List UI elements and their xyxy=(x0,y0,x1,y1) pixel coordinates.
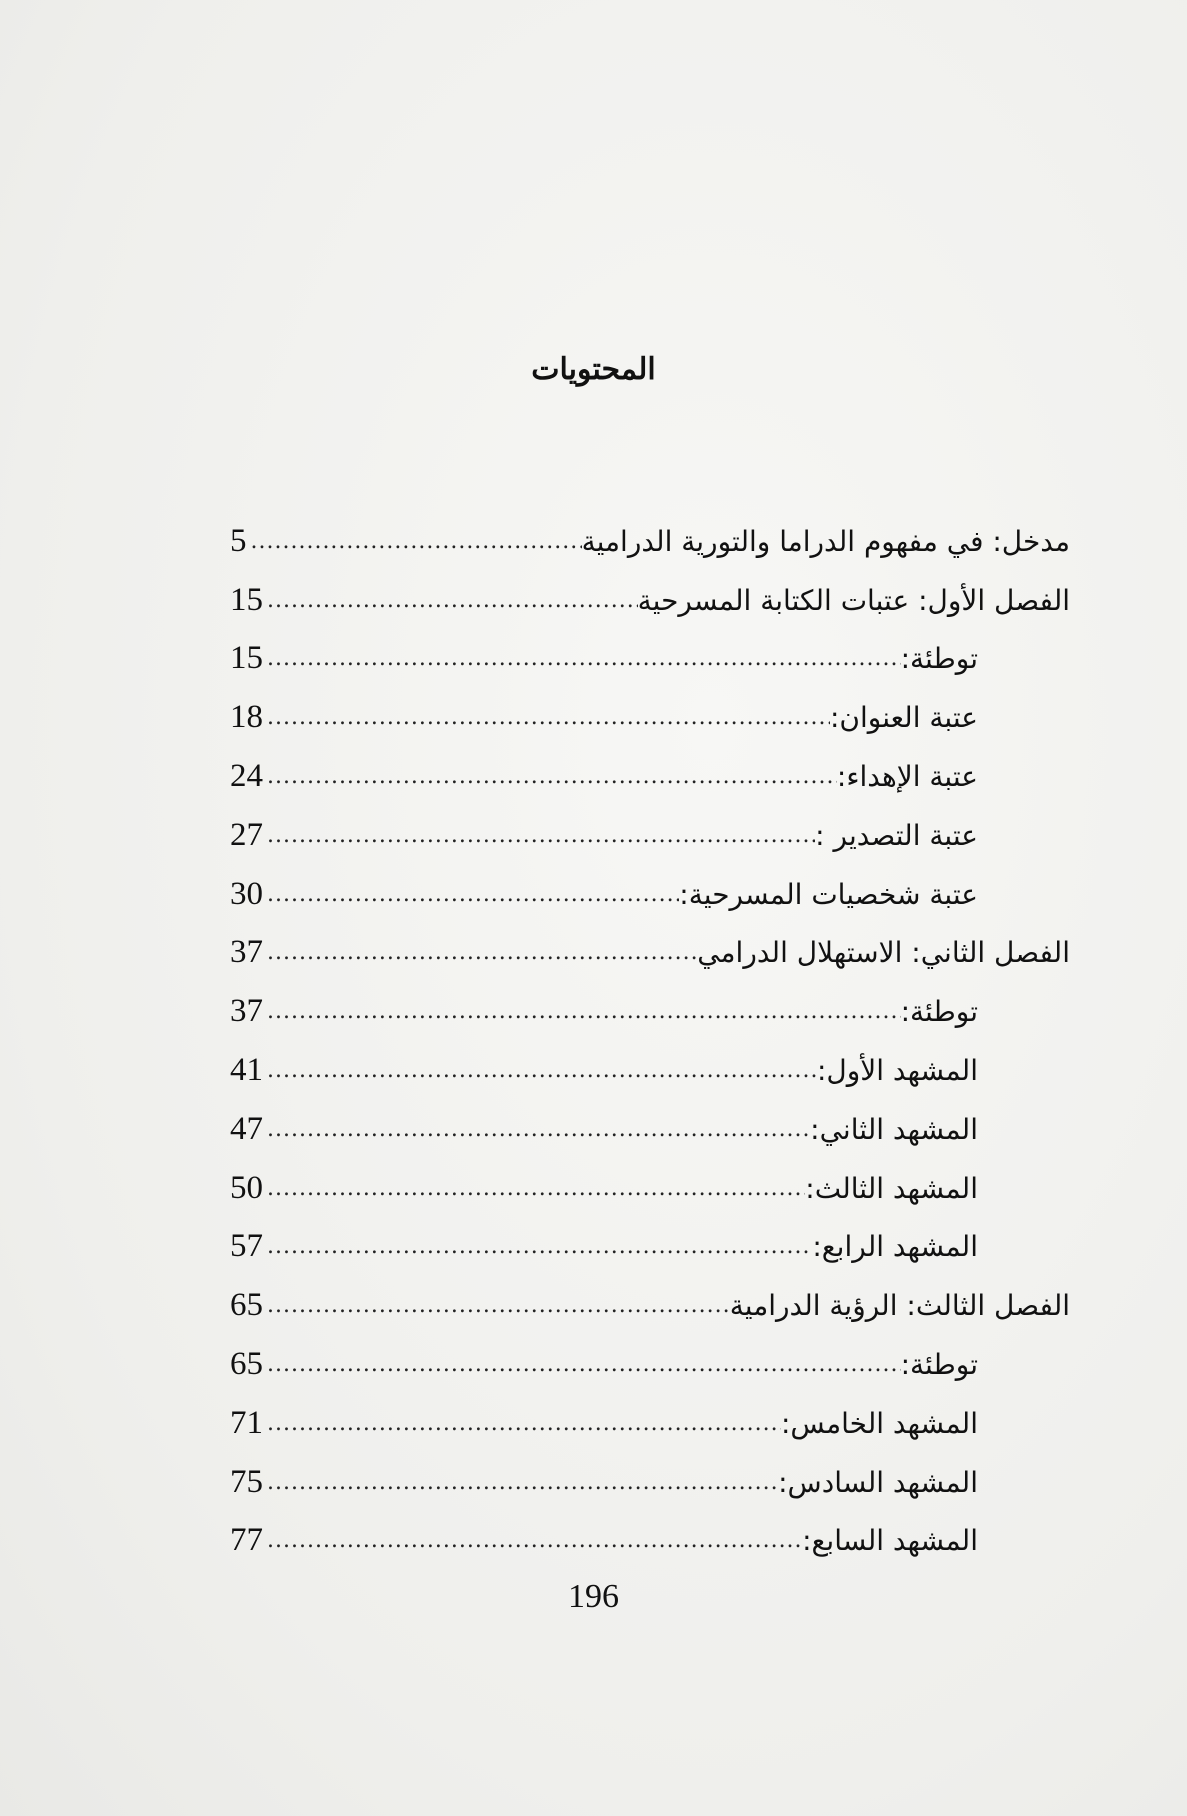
dot-leader xyxy=(263,1528,802,1553)
toc-entry xyxy=(230,924,1070,983)
dot-leader xyxy=(263,764,837,789)
toc-entry-page: 15 xyxy=(230,640,263,677)
toc-entry-page: 57 xyxy=(230,1228,263,1265)
toc-entry-page: 41 xyxy=(230,1052,263,1089)
toc-entry xyxy=(230,1159,1070,1218)
toc-entry-page: 47 xyxy=(230,1110,263,1147)
dot-leader xyxy=(263,1352,901,1377)
dot-leader xyxy=(263,1234,812,1259)
toc-entry xyxy=(230,1041,1070,1100)
toc-entry xyxy=(230,1453,1070,1512)
dot-leader xyxy=(247,529,582,554)
toc-entry xyxy=(230,512,1070,571)
toc-entry-label: المشهد الثالث: xyxy=(805,1171,978,1205)
page-number: 196 xyxy=(568,1578,619,1615)
toc-entry xyxy=(230,806,1070,865)
table-of-contents xyxy=(230,512,1070,1570)
toc-entry-page: 50 xyxy=(230,1169,263,1206)
toc-entry-label: توطئة: xyxy=(900,995,978,1029)
toc-entry xyxy=(230,1512,1070,1571)
dot-leader xyxy=(263,1411,781,1436)
toc-entry xyxy=(230,1100,1070,1159)
toc-entry-label: المشهد الثاني: xyxy=(810,1112,978,1146)
toc-entry xyxy=(230,1335,1070,1394)
toc-entry-label: عتبة الإهداء: xyxy=(836,760,978,794)
toc-entry xyxy=(230,571,1070,630)
toc-entry-page: 77 xyxy=(230,1522,263,1559)
toc-entry-page: 15 xyxy=(230,581,263,618)
toc-entry-page: 30 xyxy=(230,875,263,912)
toc-entry-page: 65 xyxy=(230,1346,263,1383)
toc-entry-page: 5 xyxy=(230,522,247,559)
toc-entry xyxy=(230,630,1070,689)
toc-entry-label: المشهد السادس: xyxy=(778,1465,978,1499)
toc-entry xyxy=(230,688,1070,747)
toc-entry-label: المشهد الأول: xyxy=(816,1054,978,1088)
toc-entry xyxy=(230,1218,1070,1277)
toc-entry xyxy=(230,865,1070,924)
dot-leader xyxy=(263,646,901,671)
toc-entry-label: الفصل الثاني: الاستهلال الدرامي xyxy=(697,936,1070,970)
dot-leader xyxy=(263,999,901,1024)
dot-leader xyxy=(263,1293,730,1318)
toc-entry-label: توطئة: xyxy=(900,642,978,676)
toc-entry-label: عتبة شخصيات المسرحية: xyxy=(679,877,978,911)
dot-leader xyxy=(263,1470,778,1495)
toc-entry xyxy=(230,747,1070,806)
toc-entry-page: 24 xyxy=(230,758,263,795)
dot-leader xyxy=(263,940,697,965)
toc-entry-page: 18 xyxy=(230,699,263,736)
dot-leader xyxy=(263,1176,805,1201)
toc-entry xyxy=(230,1394,1070,1453)
toc-entry-page: 37 xyxy=(230,993,263,1030)
toc-entry xyxy=(230,1276,1070,1335)
toc-entry-page: 37 xyxy=(230,934,263,971)
toc-entry-label: الفصل الأول: عتبات الكتابة المسرحية xyxy=(637,583,1070,617)
toc-entry-label: مدخل: في مفهوم الدراما والتورية الدرامية xyxy=(581,524,1070,558)
dot-leader xyxy=(263,1058,817,1083)
page-title: المحتويات xyxy=(531,352,656,387)
toc-entry-label: عتبة التصدير : xyxy=(815,818,978,852)
toc-entry-page: 65 xyxy=(230,1287,263,1324)
toc-entry-label: الفصل الثالث: الرؤية الدرامية xyxy=(729,1289,1070,1323)
toc-entry-label: المشهد السابع: xyxy=(802,1524,978,1558)
toc-entry-label: توطئة: xyxy=(900,1348,978,1382)
dot-leader xyxy=(263,1117,810,1142)
toc-entry-label: عتبة العنوان: xyxy=(829,701,978,735)
toc-entry xyxy=(230,982,1070,1041)
toc-entry-label: المشهد الرابع: xyxy=(812,1230,978,1264)
toc-entry-label: المشهد الخامس: xyxy=(780,1406,978,1440)
toc-entry-page: 71 xyxy=(230,1404,263,1441)
dot-leader xyxy=(263,882,679,907)
toc-entry-page: 75 xyxy=(230,1463,263,1500)
dot-leader xyxy=(263,705,830,730)
dot-leader xyxy=(263,588,638,613)
toc-entry-page: 27 xyxy=(230,816,263,853)
dot-leader xyxy=(263,823,815,848)
